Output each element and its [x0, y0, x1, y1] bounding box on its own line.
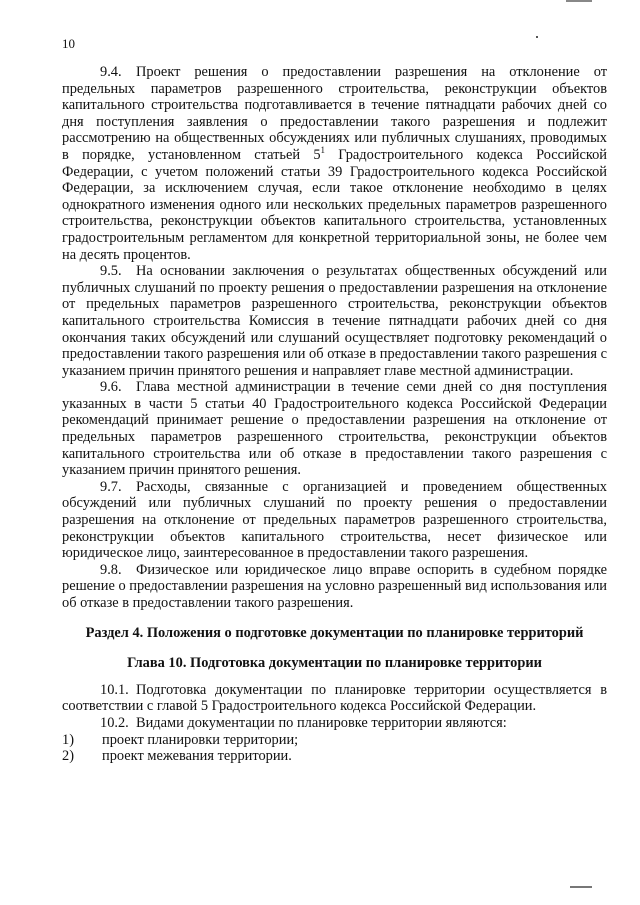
paragraph-10-1: 10.1. Подготовка документации по планировке территории осуществляется в соответствии с главой 5 Градостроительного кодекса Российской Федерации.: [62, 681, 607, 715]
paragraph-9-4-text: 9.4. Проект решения о предоставлении разрешения на отклонение от предельных параметров разрешенного строительства, реконструкции объектов капитального строительства подготавливается в течение пятнадцати рабочих дней со дня поступления заявления о предоставлении такого разрешения и подлежит рассмотрению на общественных обсуждениях или публичных слушаниях, проводимых в порядке, установленном статьей 5: [62, 64, 607, 163]
paragraph-9-4-text-cont: Градостроительного кодекса Российской Федерации, с учетом положений статьи 39 Градостроительного кодекса Российской Федерации, за исключением случая, если такое отклонение необходимо в целях однократного изменения одного или нескольких предельных параметров разрешенного строительства, реконструкции объектов капитального строительства, установленных градостроительным регламентом для конкретной территориальной зоны, не более чем на десять процентов.: [62, 146, 607, 263]
list-item: [62, 732, 607, 749]
paragraph-9-5: 9.5. На основании заключения о результатах общественных обсуждений или публичных слушаний по проекту решения о предоставлении разрешения на отклонение от предельных параметров разрешенного строительства, реконструкции объектов капитального строительства Комиссия в течение пятнадцати рабочих дней со дня окончания таких обсуждений или слушаний осуществляет подготовку рекомендаций о предоставлении такого разрешения или об отказе в предоставлении такого разрешения с указанием причин принятого решения и направляет главе местной администрации.: [62, 263, 607, 379]
paragraph-9-4: [62, 64, 607, 263]
list-item-number: 2): [62, 748, 74, 765]
paragraph-10-2: 10.2. Видами документации по планировке территории являются:: [100, 714, 507, 731]
scan-mark-bottom: [570, 886, 592, 888]
chapter-heading: Глава 10. Подготовка документации по планировке территории: [127, 655, 542, 672]
list-item-number: 1): [62, 731, 74, 748]
section-heading: Раздел 4. Положения о подготовке документации по планировке территорий: [85, 624, 584, 641]
scan-mark-top: [566, 0, 592, 2]
paragraph-9-7: 9.7. Расходы, связанные с организацией и проведением общественных обсуждений или публичных слушаний по проекту решения о предоставлении разрешения на отклонение от предельных параметров разрешенного строительства, реконструкции объектов капитального строительства, несет физическое или юридическое лицо, заинтересованное в предоставлении такого разрешения.: [62, 478, 607, 562]
scan-speck: [536, 36, 538, 38]
list-item-text: проект планировки территории;: [102, 731, 299, 748]
paragraph-9-6: 9.6. Глава местной администрации в течение семи дней со дня поступления указанных в части 5 статьи 40 Градостроительного кодекса Российской Федерации рекомендаций принимает решение о предоставлении разрешения на отклонение от предельных параметров разрешенного строительства, реконструкции объектов капитального строительства или об отказе в предоставлении такого разрешения с указанием причин принятого решения.: [62, 379, 607, 479]
paragraph-9-8: 9.8. Физическое или юридическое лицо вправе оспорить в судебном порядке решение о предоставлении разрешения на условно разрешенный вид использования или об отказе в предоставлении такого разрешения.: [62, 561, 607, 611]
list-item: [62, 748, 607, 765]
document-body: [62, 64, 607, 765]
page-number: 10: [62, 36, 75, 51]
superscript: 1: [320, 145, 326, 156]
list-item-text: проект межевания территории.: [102, 748, 292, 765]
